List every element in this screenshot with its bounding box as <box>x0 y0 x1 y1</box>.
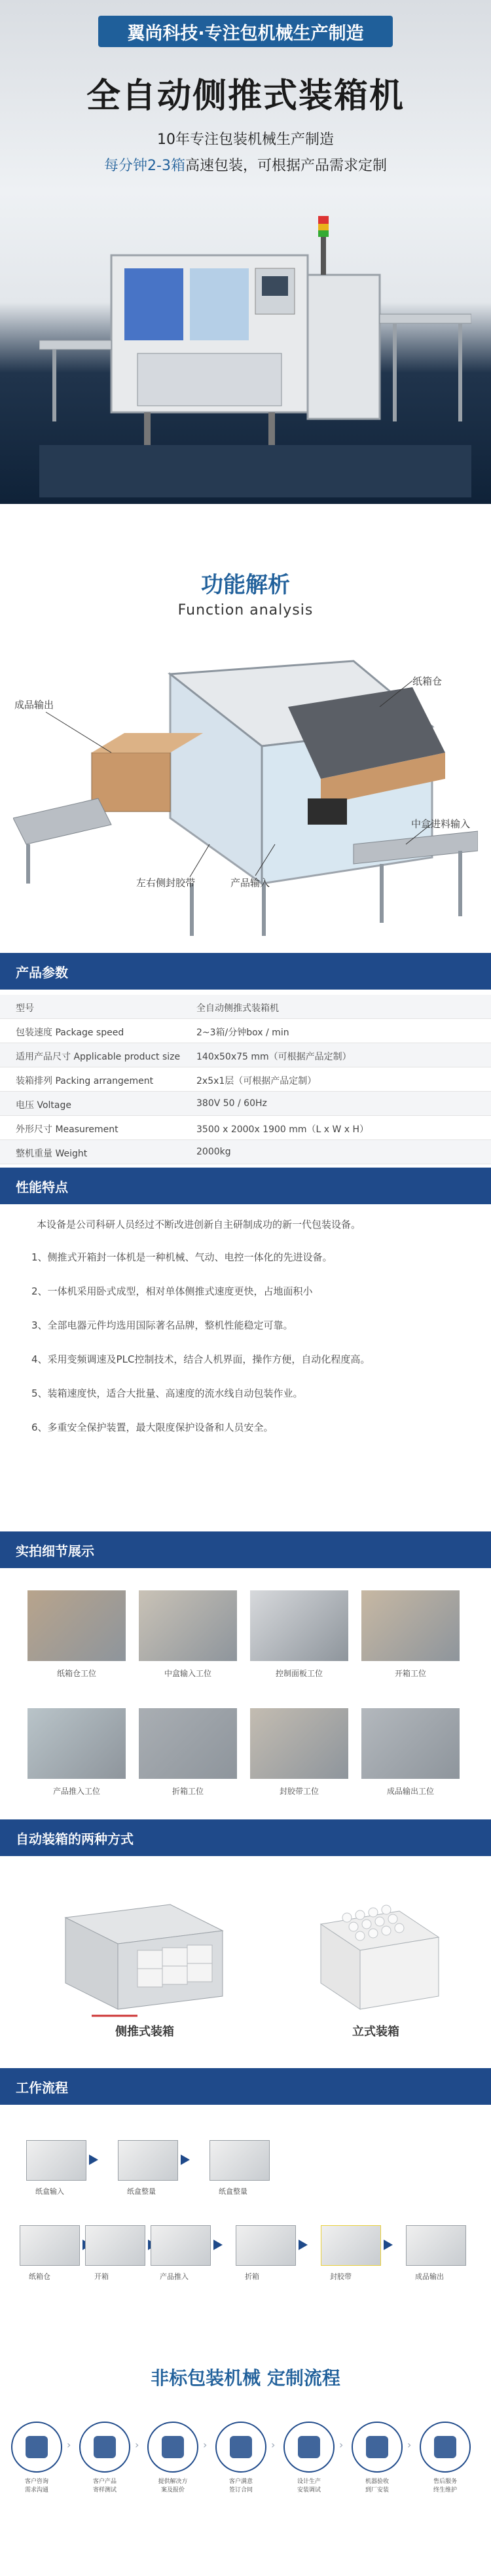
params-value: 2x5x1层（可根据产品定制） <box>196 1076 317 1086</box>
function-title: 功能解析 <box>201 572 290 598</box>
params-value: 140x50x75 mm（可根据产品定制） <box>196 1052 352 1062</box>
callout-box-store: 纸箱仓 <box>412 675 443 687</box>
custom-step <box>418 2422 473 2495</box>
params-value: 全自动侧推式装箱机 <box>196 1003 279 1014</box>
params-key: 适用产品尺寸 Applicable product size <box>16 1052 181 1062</box>
hero-section <box>0 0 491 504</box>
custom-step-label: 机器验收 到厂安装 <box>365 2478 389 2494</box>
params-key: 整机重量 Weight <box>16 1149 88 1159</box>
params-value: 3500 x 2000x 1900 mm（L x W x H） <box>196 1124 369 1135</box>
feature-item: 4、采用变频调速及PLC控制技术，结合人机界面，操作方便，自动化程度高。 <box>31 1353 371 1365</box>
detail-photo-card <box>139 1590 237 1689</box>
section-header-params <box>0 953 491 990</box>
detail-photo <box>361 1590 460 1661</box>
workflow-step-label: 成品输出 <box>415 2272 444 2281</box>
callout-box-output: 成品输出 <box>14 699 54 711</box>
detail-photo <box>27 1708 126 1779</box>
custom-step <box>9 2422 64 2495</box>
workflow-step-graphic <box>118 2140 178 2181</box>
params-key: 外形尺寸 Measurement <box>16 1124 118 1135</box>
custom-step-label: 客户满意 签订合同 <box>228 2478 253 2494</box>
workflow-step-graphic <box>85 2225 145 2266</box>
custom-step-icon <box>79 2422 130 2473</box>
workflow-arrow <box>213 2240 223 2250</box>
custom-step-icon <box>215 2422 266 2473</box>
workflow-step-label: 封胶带 <box>330 2272 352 2281</box>
custom-step-label: 客户产品 寄样测试 <box>92 2478 117 2494</box>
detail-photo-card <box>361 1590 460 1689</box>
workflow-step-graphic <box>321 2225 381 2266</box>
workflow-arrow <box>89 2155 98 2165</box>
detail-photo <box>139 1708 237 1779</box>
workflow-step-label: 纸盒整量 <box>127 2187 156 2196</box>
params-row <box>0 1043 491 1067</box>
callout-product-input: 产品输入 <box>230 877 270 889</box>
workflow-step-graphic <box>209 2140 270 2181</box>
custom-step-label: 客户咨询 需求沟通 <box>24 2478 48 2494</box>
step-glyph-icon <box>26 2436 48 2458</box>
workflow-step-graphic <box>20 2225 80 2266</box>
custom-step-icon <box>147 2422 198 2473</box>
params-key: 装箱排列 Packing arrangement <box>16 1076 154 1086</box>
detail-photo-card <box>27 1590 126 1689</box>
custom-step <box>77 2422 132 2495</box>
detail-photo-label: 产品推入工位 <box>52 1787 100 1796</box>
feature-item: 3、全部电器元件均选用国际著名品牌，整机性能稳定可靠。 <box>31 1319 293 1331</box>
section-header-features <box>0 1168 491 1204</box>
step-separator-icon: › <box>203 2439 208 2451</box>
step-glyph-icon <box>230 2436 252 2458</box>
section-header-workflow <box>0 2068 491 2105</box>
workflow-step-label: 折箱 <box>245 2272 259 2281</box>
detail-photo-label: 成品输出工位 <box>386 1787 434 1796</box>
workflow-arrow <box>299 2240 308 2250</box>
feature-item: 5、装箱速度快，适合大批量、高速度的流水线自动包装作业。 <box>31 1387 303 1399</box>
step-glyph-icon <box>366 2436 388 2458</box>
section-title: 工作流程 <box>16 2080 68 2096</box>
custom-step-label: 提供解决方 案及报价 <box>158 2478 188 2494</box>
detail-photo-label: 纸箱仓工位 <box>56 1669 96 1678</box>
feature-item: 1、侧推式开箱封一体机是一种机械、气动、电控一体化的先进设备。 <box>31 1251 333 1263</box>
side-push-packing-illustration <box>52 1878 249 2022</box>
custom-step-icon <box>420 2422 471 2473</box>
detail-photo-label: 控制面板工位 <box>275 1669 323 1678</box>
detail-photo-label: 开箱工位 <box>394 1669 426 1678</box>
hero-machine-image <box>39 196 471 497</box>
detail-photo <box>250 1590 348 1661</box>
params-table <box>0 995 491 1164</box>
detail-photo <box>27 1590 126 1661</box>
custom-step-icon <box>352 2422 403 2473</box>
section-title: 性能特点 <box>16 1179 68 1195</box>
params-key: 包装速度 Package speed <box>16 1028 124 1038</box>
workflow-arrow <box>384 2240 393 2250</box>
callout-mid-box-input: 中盒进料输入 <box>411 818 471 830</box>
section-header-details <box>0 1531 491 1568</box>
detail-photo-label: 中盒输入工位 <box>164 1669 211 1678</box>
custom-step-label: 设计生产 安装调试 <box>297 2478 321 2494</box>
params-row <box>0 1092 491 1116</box>
step-glyph-icon <box>162 2436 184 2458</box>
section-title: 产品参数 <box>16 965 68 980</box>
params-value: 2000kg <box>196 1147 231 1157</box>
step-separator-icon: › <box>407 2439 412 2451</box>
custom-step <box>145 2422 200 2495</box>
features-intro: 本设备是公司科研人员经过不断改进创新自主研制成功的新一代包装设备。 <box>37 1219 361 1230</box>
workflow-step-label: 开箱 <box>94 2272 109 2281</box>
custom-step <box>282 2422 336 2495</box>
hero-tagline-rest: 高速包装，可根据产品需求定制 <box>185 158 387 174</box>
step-glyph-icon <box>298 2436 320 2458</box>
workflow-step-label: 纸盒输入 <box>35 2187 64 2196</box>
params-key: 型号 <box>16 1003 34 1014</box>
detail-photo-label: 折箱工位 <box>172 1787 204 1796</box>
hero-brand-banner: 翼尚科技·专注包机械生产制造 <box>98 16 393 47</box>
hero-title: 全自动侧推式装箱机 <box>86 77 405 116</box>
mode-label-vertical: 立式装箱 <box>352 2025 399 2039</box>
params-row <box>0 1019 491 1043</box>
workflow-step-label: 纸盒整量 <box>219 2187 247 2196</box>
step-separator-icon: › <box>271 2439 276 2451</box>
params-value: 2~3箱/分钟box / min <box>196 1028 289 1038</box>
step-separator-icon: › <box>67 2439 71 2451</box>
callout-side-tape: 左右侧封胶带 <box>136 877 196 889</box>
custom-process-title: 非标包装机械 定制流程 <box>151 2367 340 2389</box>
step-separator-icon: › <box>135 2439 139 2451</box>
params-row <box>0 1067 491 1092</box>
section-title: 实拍细节展示 <box>16 1543 94 1559</box>
detail-photo-card <box>139 1708 237 1806</box>
function-machine-diagram <box>13 648 478 949</box>
params-key: 电压 Voltage <box>16 1100 71 1111</box>
detail-photo-card <box>250 1590 348 1689</box>
hero-speed-highlight: 每分钟2-3箱 <box>104 158 185 174</box>
params-row <box>0 1140 491 1164</box>
workflow-step-graphic <box>151 2225 211 2266</box>
detail-photo-card <box>27 1708 126 1806</box>
params-row <box>0 1116 491 1140</box>
workflow-step-graphic <box>406 2225 466 2266</box>
custom-step-label: 售后服务 终生维护 <box>433 2478 457 2494</box>
workflow-step-graphic <box>236 2225 296 2266</box>
step-separator-icon: › <box>339 2439 344 2451</box>
vertical-packing-illustration <box>308 1872 452 2022</box>
workflow-step-label: 纸箱仓 <box>29 2272 50 2281</box>
detail-photo <box>139 1590 237 1661</box>
step-glyph-icon <box>434 2436 456 2458</box>
mode-label-side-push: 侧推式装箱 <box>115 2025 174 2039</box>
hero-tagline <box>0 154 491 175</box>
params-row <box>0 995 491 1019</box>
detail-photo <box>250 1708 348 1779</box>
custom-step-icon <box>11 2422 62 2473</box>
custom-step <box>213 2422 268 2495</box>
feature-item: 6、多重安全保护装置，最大限度保护设备和人员安全。 <box>31 1422 274 1433</box>
detail-photo-label: 封胶带工位 <box>279 1787 319 1796</box>
section-header-modes <box>0 1819 491 1856</box>
params-value: 380V 50 / 60Hz <box>196 1098 267 1109</box>
workflow-step-label: 产品推入 <box>160 2272 189 2281</box>
function-subtitle: Function analysis <box>177 602 314 618</box>
custom-step <box>350 2422 405 2495</box>
section-title: 自动装箱的两种方式 <box>16 1831 134 1847</box>
hero-subtitle: 10年专注包装机械生产制造 <box>157 132 334 148</box>
detail-photo-card <box>361 1708 460 1806</box>
feature-item: 2、一体机采用卧式成型，相对单体侧推式速度更快，占地面积小 <box>31 1285 313 1297</box>
detail-photo <box>361 1708 460 1779</box>
step-glyph-icon <box>94 2436 116 2458</box>
workflow-step-graphic <box>26 2140 86 2181</box>
custom-step-icon <box>283 2422 335 2473</box>
detail-photo-card <box>250 1708 348 1806</box>
workflow-arrow <box>181 2155 190 2165</box>
